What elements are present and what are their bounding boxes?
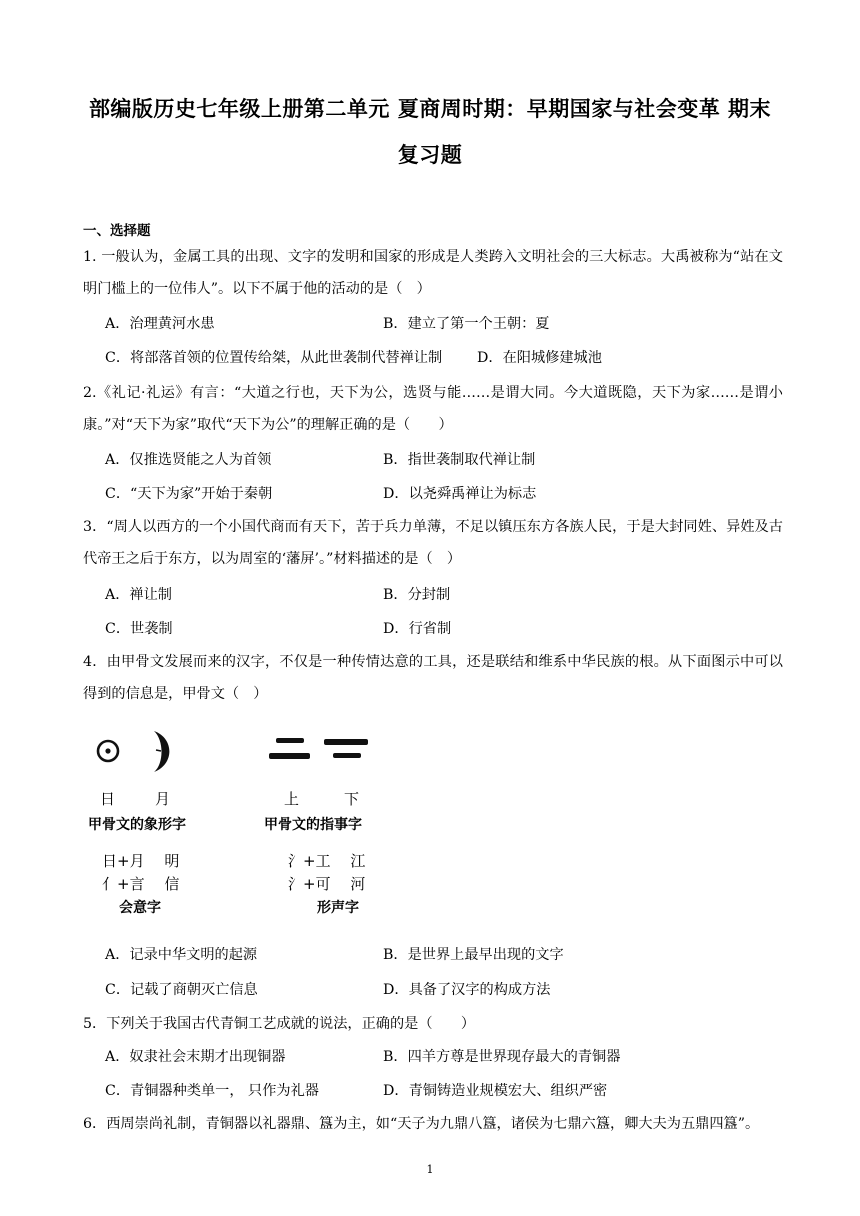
q4-option-c[interactable]: C．记载了商朝灭亡信息	[105, 982, 258, 998]
page-number: 1	[426, 1163, 434, 1176]
question-2-stem: 2.《礼记·礼运》有言：“大道之行也，天下为公，选贤与能……是谓大同。今大道既隐，天下为家……是谓小康。”对“天下为家”取代“天下为公”的理解正确的是（ ）	[83, 385, 783, 433]
q3-option-a[interactable]: A．禅让制	[105, 587, 172, 603]
question-1-stem: 1. 一般认为，金属工具的出现、文字的发明和国家的形成是人类跨入文明社会的三大标志。大禹被称为“站在文明门槛上的一位伟人”。以下不属于他的活动的是（ ）	[83, 249, 783, 297]
question-6-stem: 6．西周崇尚礼制，青铜器以礼器鼎、簋为主，如“天子为九鼎八簋，诸侯为七鼎六簋，卿大夫为五鼎四簋”。	[83, 1116, 760, 1132]
q1-option-a[interactable]: A．治理黄河水患	[105, 316, 215, 332]
oracle-sun-glyph	[98, 741, 118, 761]
label-down: 下	[344, 790, 360, 808]
q1-option-d[interactable]: D．在阳城修建城池	[477, 350, 602, 366]
q2-option-a[interactable]: A．仅推选贤能之人为首领	[105, 452, 272, 468]
oracle-bone-script-figure	[88, 722, 408, 922]
label-up: 上	[284, 790, 300, 808]
compound-line-2: 亻+言 信	[102, 875, 180, 893]
oracle-up-glyph	[269, 738, 310, 759]
caption-indicative: 甲骨文的指事字	[264, 817, 362, 833]
document-title	[60, 86, 800, 178]
q4-option-d[interactable]: D．具备了汉字的构成方法	[383, 982, 551, 998]
label-moon: 月	[155, 790, 171, 808]
q5-option-c[interactable]: C．青铜器种类单一， 只作为礼器	[105, 1083, 319, 1099]
q5-option-d[interactable]: D．青铜铸造业规模宏大、组织严密	[383, 1083, 608, 1099]
q2-option-b[interactable]: B．指世袭制取代禅让制	[383, 452, 536, 468]
phonetic-line-1: 氵+工 江	[288, 852, 366, 870]
label-sun: 日	[100, 790, 116, 808]
caption-pictograph: 甲骨文的象形字	[88, 817, 186, 833]
q2-option-d[interactable]: D．以尧舜禹禅让为标志	[383, 486, 537, 502]
q3-option-c[interactable]: C．世袭制	[105, 621, 173, 637]
question-3-stem: 3．“周人以西方的一个小国代商而有天下，苦于兵力单薄，不足以镇压东方各族人民，于是大封同姓、异姓及古代帝王之后于东方，以为周室的‘藩屏’。”材料描述的是（ ）	[83, 519, 783, 567]
compound-line-1: 日+月 明	[102, 852, 180, 870]
q4-option-b[interactable]: B．是世界上最早出现的文字	[383, 947, 564, 963]
q2-option-c[interactable]: C．“天下为家”开始于秦朝	[105, 486, 273, 502]
title-line-2: 复习题	[397, 143, 463, 167]
q1-option-c[interactable]: C．将部落首领的位置传给桀，从此世袭制代替禅让制	[105, 350, 443, 366]
section-heading: 一、选择题	[83, 223, 151, 239]
oracle-moon-glyph	[154, 731, 169, 772]
question-4-stem: 4．由甲骨文发展而来的汉字，不仅是一种传情达意的工具，还是联结和维系中华民族的根。从下面图示中可以得到的信息是，甲骨文（ ）	[83, 654, 783, 702]
q1-option-b[interactable]: B．建立了第一个王朝：夏	[383, 316, 550, 332]
caption-compound: 会意字	[119, 900, 161, 916]
oracle-glyphs	[88, 722, 408, 792]
q5-option-b[interactable]: B．四羊方尊是世界现存最大的青铜器	[383, 1049, 621, 1065]
q4-option-a[interactable]: A．记录中华文明的起源	[105, 947, 258, 963]
q3-option-d[interactable]: D．行省制	[383, 621, 452, 637]
phonetic-line-2: 氵+可 河	[288, 875, 366, 893]
caption-phonetic: 形声字	[317, 900, 359, 916]
title-line-1: 部编版历史七年级上册第二单元 夏商周时期：早期国家与社会变革 期末	[88, 97, 772, 121]
oracle-down-glyph	[324, 739, 368, 758]
question-5-stem: 5．下列关于我国古代青铜工艺成就的说法，正确的是（ ）	[83, 1016, 476, 1032]
q3-option-b[interactable]: B．分封制	[383, 587, 451, 603]
q5-option-a[interactable]: A．奴隶社会末期才出现铜器	[105, 1049, 286, 1065]
